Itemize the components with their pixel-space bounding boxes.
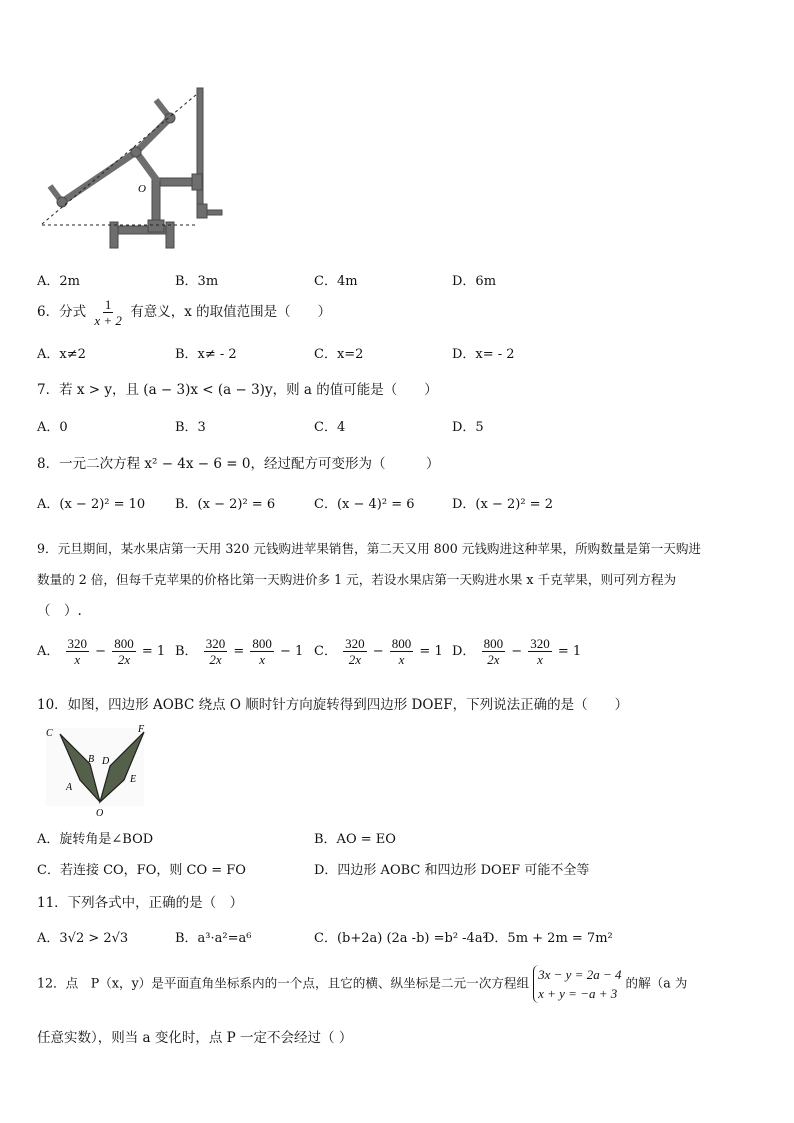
q9-d-op: −	[511, 644, 523, 659]
q9-d-frac1	[482, 636, 506, 667]
q9-c-d1: 2x	[348, 652, 361, 667]
q9-b-tail: − 1	[280, 644, 304, 659]
q11-option-d[interactable]: D．5m + 2m = 7m²	[484, 931, 613, 946]
q11-option-b[interactable]: B．a³·a²=a⁶	[175, 931, 252, 946]
question-7: 7．若 x > y，且 (a − 3)x < (a − 3)y，则 a 的值可能是（ ）	[37, 382, 438, 398]
q7-option-d[interactable]: D．5	[452, 420, 484, 435]
q9-b-n1: 320	[205, 636, 226, 651]
question-12	[37, 965, 687, 1003]
q12-eq2: x + y = −a + 3	[538, 986, 618, 1001]
q9-d-d1: 2x	[487, 652, 500, 667]
q9-c-label: C．	[314, 644, 337, 659]
q6-prefix: 6．分式	[37, 304, 87, 320]
fig-label-o: O	[96, 808, 104, 819]
question-9-line-1: 9．元旦期间，某水果店第一天用 320 元钱购进苹果销售，第二天又用 800 元钱购进这种苹果，所购数量是第一天购进	[37, 541, 702, 556]
q9-option-a[interactable]	[37, 636, 165, 667]
q5-option-a[interactable]: A．2m	[37, 274, 80, 289]
q9-c-n2: 800	[391, 636, 412, 651]
q12-prefix: 12．点 P（x，y）是平面直角坐标系内的一个点，且它的横、纵坐标是二元一次方程组	[37, 975, 530, 991]
q9-d-frac2	[528, 636, 552, 667]
question-12-line-2: 任意实数），则当 a 变化时，点 P 一定不会经过（ ）	[37, 1030, 353, 1046]
q9-option-b[interactable]	[175, 636, 303, 667]
q9-d-tail: = 1	[557, 644, 582, 659]
q11-option-a[interactable]: A．3√2 > 2√3	[37, 931, 129, 946]
q7-option-b[interactable]: B．3	[175, 420, 206, 435]
q9-c-d2: x	[398, 652, 405, 667]
q5-option-c[interactable]: C．4m	[314, 274, 358, 289]
fig-label-b: B	[88, 754, 95, 765]
q9-c-frac2	[390, 636, 414, 667]
question-11: 11．下列各式中，正确的是（ ）	[37, 895, 244, 911]
q6-suffix: 有意义，x 的取值范围是（ ）	[130, 304, 332, 320]
q10-option-c[interactable]: C．若连接 CO，FO，则 CO = FO	[37, 863, 246, 878]
q9-a-n1: 320	[67, 636, 88, 651]
q8-option-c[interactable]: C．(x − 4)² = 6	[314, 497, 415, 512]
question-9-line-3: （ ）.	[37, 603, 82, 619]
q6-option-c[interactable]: C．x=2	[314, 347, 364, 362]
q9-a-n2: 800	[114, 636, 134, 651]
q9-b-d2: x	[259, 652, 266, 667]
q9-b-d1: 2x	[209, 652, 222, 667]
q10-option-d[interactable]: D．四边形 AOBC 和四边形 DOEF 可能不全等	[314, 863, 590, 878]
q5-option-d[interactable]: D．6m	[452, 274, 497, 289]
q10-figure	[40, 722, 150, 822]
q9-a-tail: = 1	[141, 644, 166, 659]
q7-option-c[interactable]: C．4	[314, 420, 346, 435]
q6-option-b[interactable]: B．x≠ - 2	[175, 347, 237, 362]
q8-option-b[interactable]: B．(x − 2)² = 6	[175, 497, 276, 512]
fig-label-e: E	[130, 774, 137, 785]
q5-option-b[interactable]: B．3m	[175, 274, 219, 289]
q7-option-a[interactable]: A．0	[37, 420, 68, 435]
q5-figure	[40, 84, 230, 250]
question-10: 10．如图，四边形 AOBC 绕点 O 顺时针方向旋转得到四边形 DOEF，下列说法正确的是（ ）	[37, 697, 629, 713]
q9-c-op: −	[372, 644, 384, 659]
q9-c-tail: = 1	[419, 644, 443, 659]
q9-d-label: D．	[452, 644, 476, 659]
q9-c-frac1	[343, 636, 367, 667]
q10-option-a[interactable]: A．旋转角是∠BOD	[37, 832, 154, 847]
fig-label-a: A	[66, 782, 73, 793]
q6-option-a[interactable]: A．x≠2	[37, 347, 86, 362]
q9-a-frac2	[112, 636, 136, 667]
q9-b-frac2	[250, 636, 274, 667]
q11-option-c[interactable]: C．(b+2a) (2a -b) =b² -4a²	[314, 931, 488, 946]
q9-d-n1: 800	[483, 636, 504, 651]
q9-b-frac1	[204, 636, 228, 667]
label-o: O	[138, 183, 146, 195]
q9-b-label: B．	[175, 644, 198, 659]
question-9-line-2: 数量的 2 倍，但每千克苹果的价格比第一天购进价多 1 元，若设水果店第一天购进水果 x 千克苹果，则可列方程为	[37, 572, 677, 587]
q10-option-b[interactable]: B．AO = EO	[314, 832, 396, 847]
q6-fraction-den: x + 2	[94, 313, 122, 328]
fig-label-c: C	[46, 728, 53, 739]
q9-b-n2: 800	[252, 636, 272, 651]
fig-label-d: D	[102, 756, 110, 767]
q6-fraction-num: 1	[104, 297, 112, 312]
question-8: 8．一元二次方程 x² − 4x − 6 = 0，经过配方可变形为（ ）	[37, 456, 440, 472]
pipe-structure	[50, 88, 222, 248]
q8-option-d[interactable]: D．(x − 2)² = 2	[452, 497, 553, 512]
q9-c-n1: 320	[345, 636, 365, 651]
q8-option-a[interactable]: A．(x − 2)² = 10	[37, 497, 146, 512]
q12-eq1: 3x − y = 2a − 4	[538, 967, 622, 982]
q9-a-op: −	[95, 644, 107, 659]
q9-a-d2: 2x	[117, 652, 131, 667]
q6-fraction	[92, 297, 124, 328]
q9-b-op: =	[233, 644, 245, 659]
q9-d-n2: 320	[530, 636, 550, 651]
q12-suffix: 的解（a 为	[625, 975, 688, 991]
q9-a-frac1	[66, 636, 90, 667]
q9-option-d[interactable]	[452, 636, 581, 667]
q9-a-d1: x	[74, 652, 81, 667]
question-6	[37, 297, 331, 328]
fig-label-f: F	[138, 724, 145, 735]
q9-a-label: A．	[37, 644, 60, 659]
q6-option-d[interactable]: D．x= - 2	[452, 347, 515, 362]
q12-equation-system	[533, 965, 621, 1003]
q9-option-c[interactable]	[314, 636, 443, 667]
q9-d-d2: x	[537, 652, 543, 667]
